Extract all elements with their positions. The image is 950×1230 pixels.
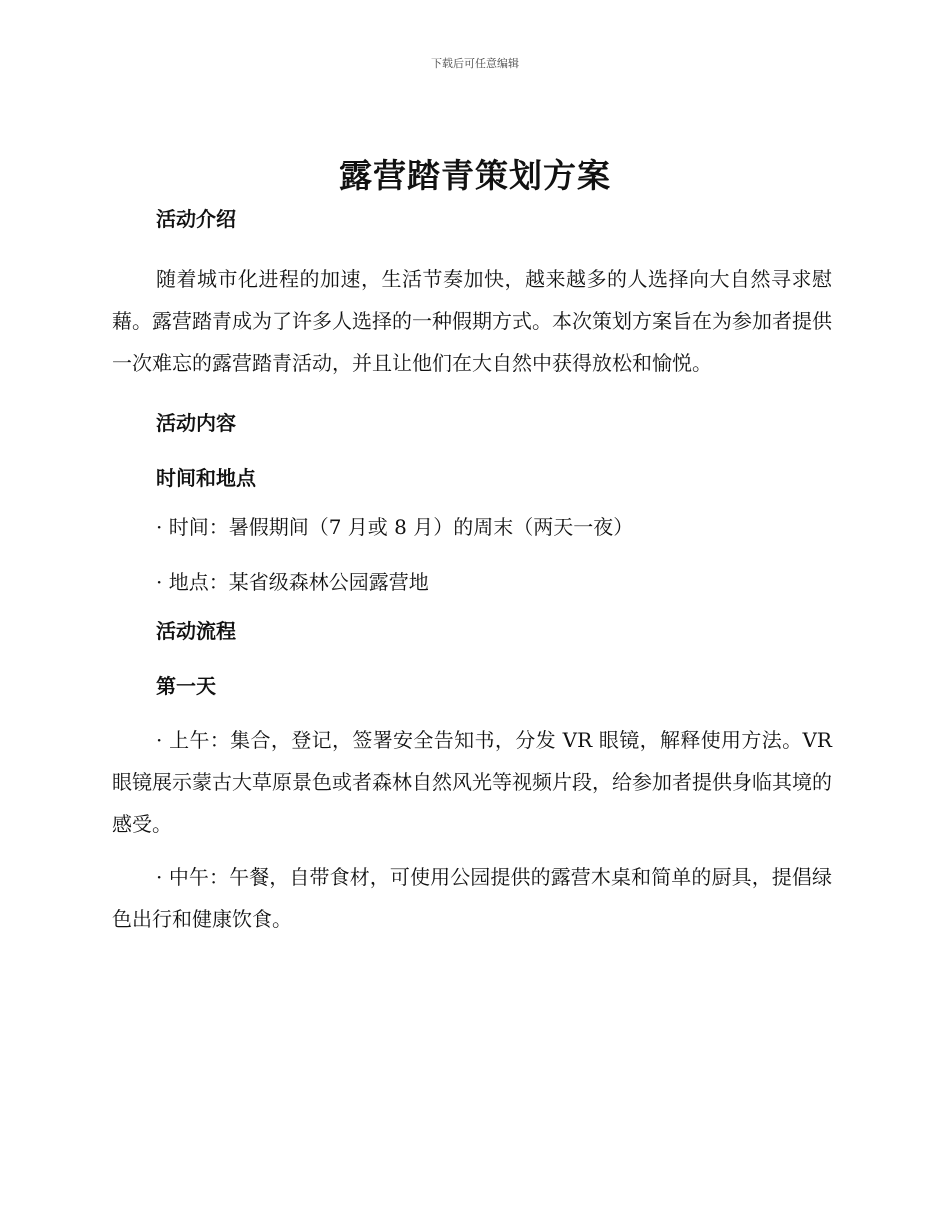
intro-paragraph: 随着城市化进程的加速，生活节奏加快，越来越多的人选择向大自然寻求慰藉。露营踏青成为了许多人选择的一种假期方式。本次策划方案旨在为参加者提供一次难忘的露营踏青活动，并且让他们在大自然中获得放松和愉悦。 [112, 267, 832, 375]
heading-activity-flow: 活动流程 [156, 619, 236, 643]
document-body [112, 200, 832, 940]
page-header: 下载后可任意编辑 [431, 57, 519, 70]
list-item-time: · 时间：暑假期间（7 月或 8 月）的周末（两天一夜） [156, 515, 634, 539]
heading-time-place: 时间和地点 [156, 466, 256, 490]
heading-activity-content: 活动内容 [156, 411, 236, 435]
document-title: 露营踏青策划方案 [339, 156, 611, 195]
heading-activity-intro: 活动介绍 [156, 207, 236, 231]
list-item-morning: · 上午：集合，登记，签署安全告知书，分发 VR 眼镜，解释使用方法。VR 眼镜展示蒙古大草原景色或者森林自然风光等视频片段，给参加者提供身临其境的感受。 [112, 728, 832, 836]
list-item-place: · 地点：某省级森林公园露营地 [156, 570, 429, 594]
heading-day-one: 第一天 [156, 674, 216, 698]
list-item-noon: · 中午：午餐，自带食材，可使用公园提供的露营木桌和简单的厨具，提倡绿色出行和健康饮食。 [112, 865, 832, 931]
